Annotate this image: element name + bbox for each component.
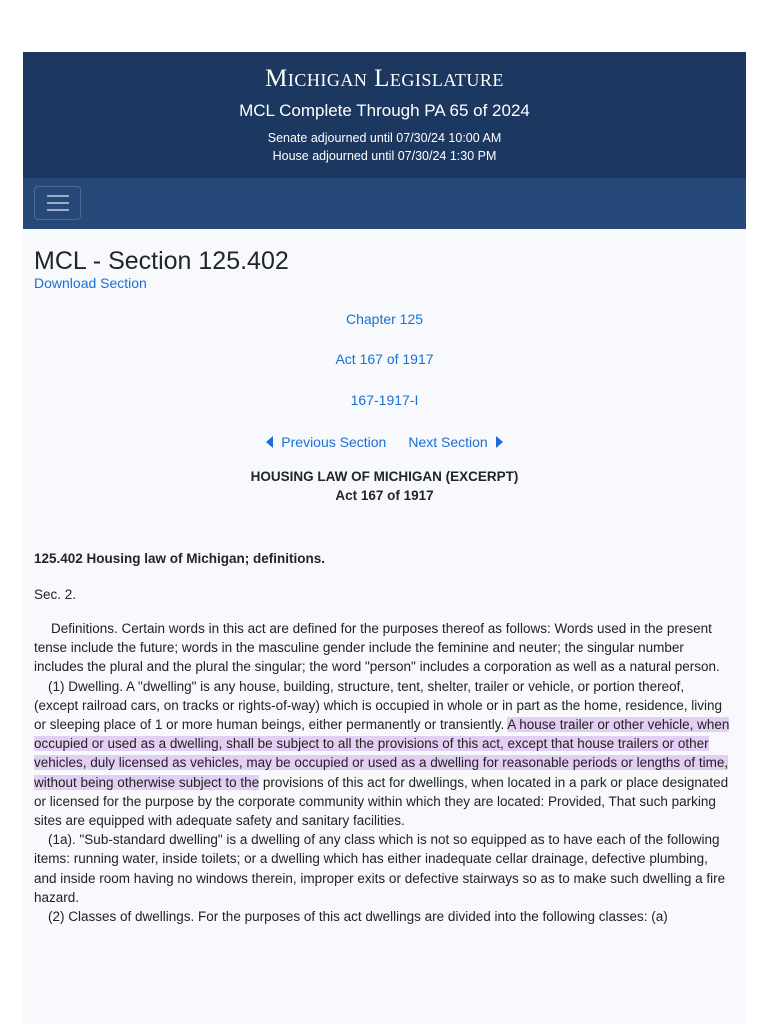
paragraph-dwelling: (1) Dwelling. A "dwelling" is any house, building, structure, tent, shelter, trailer or vehicle, or portion thereof, (except railroad cars, on tracks or rights-of-way) which is occupied in whole or in part as the home, residence, living or sleeping place of 1 or more human beings, either permanently or transiently. A house trailer or other vehicle, when occupied or used as a dwelling, shall be subject to all the provisions of this act, except that house trailers or other vehicles, duly licensed as vehicles, may be occupied or used as a dwelling for reasonable periods or lengths of time, without being otherwise subject to the provisions of this act for dwellings, when located in a park or place designated or licensed for the purpose by the corporate community within which they are located: Provided, That such parking sites are equipped with adequate safety and sanitary facilities. (34, 678, 730, 829)
law-act: Act 167 of 1917 (335, 488, 434, 503)
senate-adjourn-text: Senate adjourned until 07/30/24 10:00 AM (267, 131, 502, 145)
chapter-link[interactable]: Chapter 125 (345, 311, 424, 327)
caret-left-icon (266, 436, 273, 448)
act-code-link[interactable]: 167-1917-I (350, 392, 419, 408)
page-title: MCL - Section 125.402 (34, 247, 289, 275)
highlighted-text: A house trailer or other vehicle, when occupied or used as a dwelling, shall be subject to all the provisions of this act, except that house trailers or other vehicles, duly licensed as vehicles, may be occupied or used as a dwelling for reasonable periods or lengths of time, without being otherwise subject to the (34, 717, 730, 790)
mcl-status-subtitle: MCL Complete Through PA 65 of 2024 (239, 101, 530, 120)
next-section-link[interactable]: Next Section (408, 434, 502, 450)
hamburger-menu-icon[interactable] (34, 186, 81, 220)
page-frame (23, 52, 746, 1024)
paragraph-definitions: Definitions. Certain words in this act are defined for the purposes thereof as follows: Words used in the present tense include the future; words in the masculine gender include the feminine and neuter; the singular number includes the plural and the plural the singular; the word "person" includes a corporation as well as a natural person. (34, 621, 720, 675)
act-link[interactable]: Act 167 of 1917 (335, 351, 434, 367)
section-body (34, 619, 732, 926)
site-header (23, 52, 746, 178)
caret-right-icon (496, 436, 503, 448)
previous-section-link[interactable]: Previous Section (266, 434, 386, 450)
paragraph-classes: (2) Classes of dwellings. For the purposes of this act dwellings are divided into the following classes: (a) (48, 909, 668, 925)
section-number: Sec. 2. (34, 587, 77, 602)
paragraph-substandard: (1a). "Sub-standard dwelling" is a dwelling of any class which is not so equipped as to have each of the following items: running water, inside toilets; or a dwelling which has either inadequate cellar drainage, defective plumbing, and inside room having no windows therein, improper exits or defective stairways so as to make such dwelling a fire hazard. (34, 832, 726, 905)
law-title: HOUSING LAW OF MICHIGAN (EXCERPT) (250, 469, 519, 484)
section-heading: 125.402 Housing law of Michigan; definitions. (34, 551, 326, 566)
section-navigation (23, 434, 746, 450)
main-content (23, 229, 746, 1024)
site-title[interactable]: Michigan Legislature (265, 65, 504, 92)
download-section-link[interactable]: Download Section (34, 275, 147, 291)
navbar (23, 178, 746, 229)
law-heading (23, 467, 746, 505)
house-adjourn-text: House adjourned until 07/30/24 1:30 PM (272, 149, 497, 163)
